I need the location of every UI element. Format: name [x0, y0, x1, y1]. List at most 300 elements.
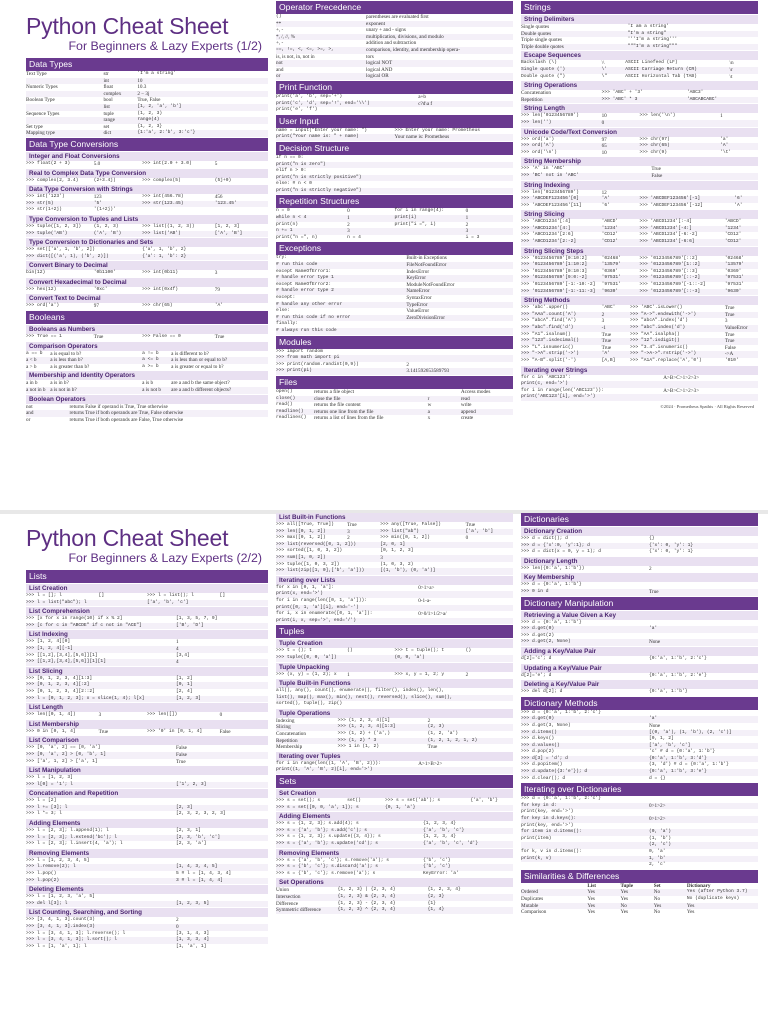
table-cell: 'ABCABCABC' [686, 96, 718, 102]
table-row [276, 295, 513, 302]
subsection-header: List Manipulation [26, 766, 268, 775]
table-row [26, 231, 268, 238]
table-cell: {1, 2, 3, 4} [422, 834, 457, 840]
table-row [276, 841, 513, 848]
table-row [521, 620, 758, 627]
table-cell [26, 104, 103, 111]
table-row [276, 907, 513, 914]
table-cell [191, 84, 268, 91]
table-cell: (2, 'c') [648, 842, 672, 848]
table-cell: 0 [465, 535, 469, 542]
table-row [521, 582, 758, 589]
table-cell: >>> len('0123456789') [521, 113, 579, 119]
table-cell: 1 [347, 215, 350, 222]
subsection-header: List Indexing [26, 630, 268, 639]
table-cell [649, 620, 758, 627]
table-cell: >>> complex(2, 3.4) [26, 177, 79, 183]
table-cell: ['a', 'b', 'c'] [146, 599, 189, 605]
code-table [26, 745, 268, 765]
code-table [276, 208, 513, 241]
section-header: Tuples [276, 625, 513, 638]
table-row [276, 14, 513, 21]
code-table [26, 676, 268, 702]
table-cell: d[2]='e'; d [521, 672, 552, 678]
section-header: Operator Precedence [276, 1, 513, 14]
table-row [521, 710, 758, 717]
table-cell: >>> str(1+2j) [26, 207, 62, 213]
table-row [276, 27, 513, 34]
code-table [276, 798, 513, 811]
table-cell: c?d\a f [418, 100, 433, 107]
table-cell: (1, 2, 3) [137, 110, 163, 116]
section-header: Decision Structure [276, 142, 513, 155]
section-header: Lists [26, 570, 268, 583]
table-cell: >>> False == 0 [142, 334, 181, 340]
code-table [521, 24, 758, 50]
table-cell: 3 [724, 318, 728, 325]
table-row [26, 871, 268, 878]
table-cell: '0369' [724, 268, 742, 274]
table-cell: {1:'a', 2:'b', 3:'c'} [137, 130, 196, 136]
table-row [521, 381, 758, 388]
table-cell [191, 130, 268, 137]
table-row [276, 107, 513, 114]
table-cell: i = 3 [465, 234, 480, 240]
table-row [276, 887, 513, 894]
table-cell: [2, 0, 1] [380, 541, 406, 547]
table-cell: (1, 2, 'a') [427, 731, 458, 737]
table-cell: >>> import random [276, 348, 323, 354]
table-cell: readlines() [276, 415, 307, 421]
table-row [26, 161, 268, 168]
table-cell [347, 805, 385, 812]
table-cell: 2 [347, 221, 350, 228]
table-cell: ValueError [724, 325, 748, 331]
table-cell: >>> l = [2, 3]; l.append(1); l [26, 828, 109, 834]
table-cell: [1, 2, 3] [214, 223, 240, 229]
table-cell: >>> ['a', 1, 2] > ['a', 1] [26, 758, 98, 764]
table-cell: >>> [1, 2, 4][0] [26, 639, 71, 645]
table-cell: [1, 2, 'a', 'b'] [137, 103, 182, 109]
table-cell [191, 71, 268, 78]
table-cell [347, 568, 380, 575]
code-table [521, 375, 758, 401]
table-cell: >>> l.pop() [26, 871, 57, 877]
table-cell [521, 862, 649, 869]
table-cell: a+b [418, 93, 427, 100]
table-cell: >>> "A-B".split('-') [521, 357, 577, 363]
table-cell: True [724, 305, 735, 312]
table-cell: Yes [587, 902, 595, 909]
table-cell [418, 767, 513, 774]
code-table [276, 821, 513, 847]
table-cell [347, 542, 380, 549]
table-row [521, 862, 758, 869]
table-cell: Double quotes [521, 30, 552, 37]
table-row [521, 549, 758, 556]
table-cell: {0:'a', 1:'b', 2:'c'} [648, 655, 707, 661]
table-cell: '123.45' [214, 200, 237, 206]
table-row [521, 97, 758, 104]
code-table [276, 648, 513, 661]
table-cell: (1, 2, 1, 2, 1, 2) [427, 737, 478, 743]
table-cell: {'x': 0, 'y': 1} [648, 549, 694, 555]
table-row [276, 262, 513, 269]
table-cell [394, 228, 465, 235]
table-row [276, 738, 513, 745]
table-cell: >>> 'ABCD1234'[:-4] [639, 219, 692, 225]
subsection-header: Booleans as Numbers [26, 325, 268, 334]
table-cell: >>> set(['a', 1, 'b', 2]) [26, 247, 95, 253]
table-cell [215, 207, 268, 214]
table-row [276, 591, 513, 598]
table-cell: 1 [465, 215, 469, 222]
table-cell: >>> l *= 3; l [26, 811, 62, 817]
subsection-header: Tuple Operations [276, 709, 513, 718]
table-cell: False [219, 728, 231, 735]
table-cell: 2 [465, 671, 469, 678]
title-block [26, 13, 268, 53]
code-table [276, 718, 513, 751]
table-cell: >>> "->A->".rstrip('->') [630, 351, 697, 357]
table-cell: True [93, 334, 104, 341]
table-cell: ['B', 'D'] [176, 622, 204, 628]
table-row [276, 555, 513, 562]
table-cell: Membership [276, 744, 303, 751]
code-table [521, 566, 758, 573]
table-row [521, 325, 758, 332]
table-cell: >>> s = {'b', 'c'}; s.remove('a'); s [276, 870, 376, 876]
table-cell: Repetition [521, 96, 543, 103]
table-cell: 'CD12' [724, 232, 742, 238]
table-cell: False [651, 172, 663, 179]
code-table [26, 616, 268, 629]
table-cell: >>> [0, 1, 2, 3, 4][2::2] [26, 688, 95, 694]
subsection-header: Set Creation [276, 789, 513, 798]
table-cell [406, 328, 513, 335]
table-cell: >>> l = [1, 2, 3, 'a', 5] [26, 894, 95, 900]
table-row [521, 829, 758, 836]
table-cell: addition and subtraction [366, 40, 417, 47]
table-row [26, 712, 268, 719]
table-cell: '6' [601, 202, 610, 208]
table-cell: is, is not, in, not in [276, 53, 315, 60]
table-cell: are a and b different objects? [171, 387, 232, 394]
table-cell: readline() [276, 408, 304, 414]
table-cell: 1 [176, 639, 179, 646]
table-cell: >>> d.get(0) [521, 716, 555, 722]
table-cell: >>> d = {0:'a', 1:'b', 2:'c'} [521, 709, 601, 715]
table-row [521, 143, 758, 150]
table-row [26, 623, 268, 630]
table-cell: ['A', 'B'] [214, 230, 243, 236]
subsection-header: List Built-in Functions [276, 513, 513, 522]
table-row [521, 44, 758, 51]
page1-column-1 [26, 0, 268, 423]
table-row [276, 40, 513, 47]
table-cell: [] [219, 593, 226, 598]
table-row [26, 924, 268, 931]
subsection-header: Set Operations [276, 878, 513, 887]
table-cell: 5 # l = [1, 4, 3, 4] [176, 871, 232, 877]
page1-col1-body [26, 58, 268, 423]
code-table [521, 137, 758, 157]
table-cell: >>> len('0123456789') [521, 189, 579, 195]
table-cell: """I'm a string""" [627, 43, 678, 49]
subsection-header: List Comparison [26, 736, 268, 745]
table-row [276, 67, 513, 74]
subsection-header: Key Membership [521, 573, 758, 582]
table-row [26, 646, 268, 653]
table-cell: '0b1100' [93, 270, 116, 276]
table-cell: '13579' [601, 262, 621, 268]
table-cell: >>> len([0, 1, 4]) [26, 712, 76, 718]
table-cell: {1, 2, 3, 4} [422, 821, 457, 827]
table-cell: >>> l = [1, 'a', 1]; l [26, 943, 87, 949]
table-cell: print(key, end='>') [521, 809, 574, 815]
table-cell: >>> len('\n') [639, 113, 676, 119]
table-cell: 0-1-a- [418, 597, 431, 604]
table-cell: except NameOfError2: [276, 281, 332, 287]
table-cell: >>> "abc".index('d') [630, 325, 686, 330]
table-cell: >>> '0123456789'[::2] [639, 255, 698, 261]
table-cell [649, 796, 758, 803]
table-row [276, 535, 513, 542]
table-cell: >>> str(5) [26, 200, 54, 206]
table-cell: for key in d: [521, 802, 557, 808]
table-cell: '1234' [601, 225, 619, 231]
table-cell: 10 [601, 113, 607, 120]
table-cell: >>> d.pop(2) [521, 749, 555, 755]
subsection-header: Retrieving a Value Given a Key [521, 611, 758, 620]
table-cell: Single quote (') [521, 66, 566, 72]
table-cell: for i in range(len((1, 'A', 'B', 2))): [276, 760, 381, 766]
table-row [521, 37, 758, 44]
table-cell: 10 [137, 77, 143, 84]
table-cell: >>> d.get(2, None) [521, 639, 571, 645]
table-cell: float [103, 84, 113, 91]
table-row [521, 262, 758, 269]
subsection-header: Data Type Conversion with Strings [26, 185, 268, 194]
table-cell [663, 381, 758, 388]
table-cell: {'a', 'b', 'c'} [422, 827, 465, 833]
table-cell: set [103, 123, 110, 130]
table-cell: >>> "12".isdigit() [630, 338, 680, 344]
table-row [26, 303, 268, 310]
subsection-header: Convert Text to Decimal [26, 294, 268, 303]
table-cell: >>> d.clear(); d [521, 775, 566, 781]
table-row [276, 618, 513, 625]
table-cell [347, 655, 394, 662]
table-cell: 'A' [734, 202, 743, 208]
table-cell: # run this code [276, 262, 318, 268]
table-cell: >>> 'ABC'.isLower() [630, 305, 683, 311]
code-table [276, 585, 513, 625]
table-cell: range [103, 117, 115, 124]
table-cell [621, 190, 640, 197]
code-table [26, 194, 268, 214]
table-cell: for i in range(4): [394, 208, 445, 214]
table-cell: not [276, 60, 283, 67]
table-cell: 10.3 [137, 84, 147, 91]
table-cell: [1, 'a', 1] [176, 943, 207, 949]
table-cell: 'ABCD' [724, 219, 742, 225]
table-row [521, 903, 758, 910]
table-cell: print('c', 'd', sep='!', end='\\') [276, 100, 370, 106]
table-cell: TypeError [406, 301, 428, 308]
table-row [276, 60, 513, 67]
table-cell: '6' [734, 196, 743, 202]
table-cell [418, 591, 513, 598]
table-cell: 0 [601, 119, 605, 126]
subsection-header: Iterating over Strings [521, 366, 758, 375]
table-cell: 'a' [720, 136, 729, 142]
table-cell: read() [276, 402, 293, 408]
table-row [26, 357, 268, 364]
subsection-header: String Length [521, 104, 758, 113]
table-cell: a < b [26, 357, 37, 364]
page2-col2-body [276, 513, 513, 914]
table-cell: 'a' [648, 716, 658, 722]
table-cell: >>> int(2.0 + 3.0) [142, 160, 192, 166]
table-cell: complex [103, 90, 122, 97]
table-row [26, 917, 268, 924]
subsection-header: Comparison Operators [26, 342, 268, 351]
table-row [521, 776, 758, 783]
table-cell: Numeric Types [26, 84, 58, 91]
code-table [26, 775, 268, 788]
table-cell: print(i) [394, 215, 417, 221]
table-cell: [2, 3] [176, 804, 193, 810]
table-cell: False [176, 745, 187, 752]
code-table [276, 389, 513, 422]
table-cell: 'A' [720, 143, 729, 149]
table-cell: True [347, 522, 357, 528]
table-cell: >>> 'ABCD1234'[:4] [521, 219, 571, 225]
table-cell: [] [98, 593, 105, 598]
table-cell: () [347, 648, 353, 654]
table-cell [220, 600, 268, 607]
table-row [276, 155, 513, 162]
table-row [521, 173, 758, 180]
table-row [276, 672, 513, 679]
table-cell: print(n) [276, 221, 299, 227]
table-cell: >>> 0 in [0, 1, 4] [26, 728, 76, 734]
table-cell: 0>0/1>1/2>a/ [418, 611, 447, 618]
table-cell: >>> l += [3]; l [26, 804, 68, 810]
code-table [26, 380, 268, 393]
table-cell: (1, 0, 3, 2) [380, 561, 414, 567]
table-cell: Triple single quotes [521, 37, 563, 44]
code-table [276, 887, 513, 913]
table-cell: 'A' [601, 196, 610, 202]
subsection-header: String Indexing [521, 181, 758, 190]
table-cell: >>> ord('\n') [521, 149, 557, 155]
table-cell: 97 [601, 136, 607, 143]
table-cell: for c in 'ABC123': [521, 374, 571, 380]
table-cell: >>> '0123456789'[::3] [639, 268, 698, 274]
table-row [521, 203, 758, 210]
subsection-header: Adding Elements [26, 819, 268, 828]
table-row [26, 752, 268, 759]
table-cell: 'a' [648, 626, 658, 632]
table-cell: >>> complex(5) [142, 177, 181, 183]
table-row [276, 864, 513, 871]
table-cell [418, 107, 513, 114]
table-cell: a is equal to b? [50, 350, 82, 357]
table-cell: dict [103, 130, 112, 137]
table-cell: all(), any(), count(), enumerate(), filter(), index(), len(), [276, 688, 445, 694]
code-table [521, 219, 758, 245]
table-cell [406, 355, 513, 362]
table-cell: >>> from math import pi [276, 355, 340, 361]
table-cell: a is less than or equal to b? [171, 357, 228, 364]
table-row [276, 34, 513, 41]
table-row [26, 616, 268, 623]
table-cell: >>> t = (); t [276, 648, 312, 654]
table-cell: >>> s = set(); s [276, 798, 321, 804]
table-cell [649, 582, 758, 589]
subsection-header: Deleting a Key/Value Pair [521, 680, 758, 689]
table-cell: # handle error type 2 [276, 288, 334, 294]
table-cell: IndexError [406, 268, 430, 275]
table-cell: >>> list('AB') [142, 230, 181, 236]
table-cell: a is different to b? [171, 350, 209, 357]
table-row [26, 696, 268, 703]
table-row [26, 775, 268, 782]
table-row [26, 682, 268, 689]
table-cell: 1, 'b' [648, 855, 666, 861]
table-cell [621, 196, 640, 203]
table-cell: Backslash (\) [521, 60, 557, 66]
table-cell: >>> l = []; l [26, 593, 62, 598]
subsection-header: Removing Elements [26, 849, 268, 858]
table-cell: >>> "A1".isalnum() [521, 331, 571, 337]
subsection-header: Real to Complex Data Type Conversion [26, 169, 268, 178]
table-cell: ValueError [406, 308, 430, 315]
table-row [26, 864, 268, 871]
table-row [521, 566, 758, 573]
table-cell: Yes [587, 895, 595, 902]
table-cell: ASCII Linefeed (LF) [625, 60, 678, 66]
table-cell: create [460, 415, 474, 422]
table-row [276, 235, 513, 242]
table-cell: True [724, 338, 735, 345]
code-table [276, 349, 513, 375]
table-cell: Double quote (") [521, 73, 566, 79]
table-row [521, 318, 758, 325]
subsection-header: String Methods [521, 296, 758, 305]
table-row [276, 275, 513, 282]
subsection-header: Boolean Operators [26, 395, 268, 404]
table-cell: Indexing [276, 717, 295, 724]
table-row [276, 611, 513, 618]
table-cell [521, 883, 587, 890]
code-table [521, 305, 758, 364]
table-row [521, 836, 758, 843]
table-row [26, 270, 268, 277]
table-cell: >>> [c for c in "ABCDE" if c not in "ACE"] [26, 622, 142, 628]
table-cell: for i, x in enumerate([0, 1, 'a']): [276, 611, 373, 617]
table-row [276, 655, 513, 662]
subsection-header: Dictionary Creation [521, 527, 758, 536]
table-cell: elif n > 0: [276, 168, 307, 174]
table-cell: else: [276, 308, 290, 314]
table-cell: (2, 3) [427, 724, 445, 730]
table-cell: sorted(), tuple(), zip() [276, 701, 343, 707]
table-cell: >>> '0123456789'[1::2] [639, 262, 701, 268]
table-cell: unary + and - signs [366, 27, 406, 34]
